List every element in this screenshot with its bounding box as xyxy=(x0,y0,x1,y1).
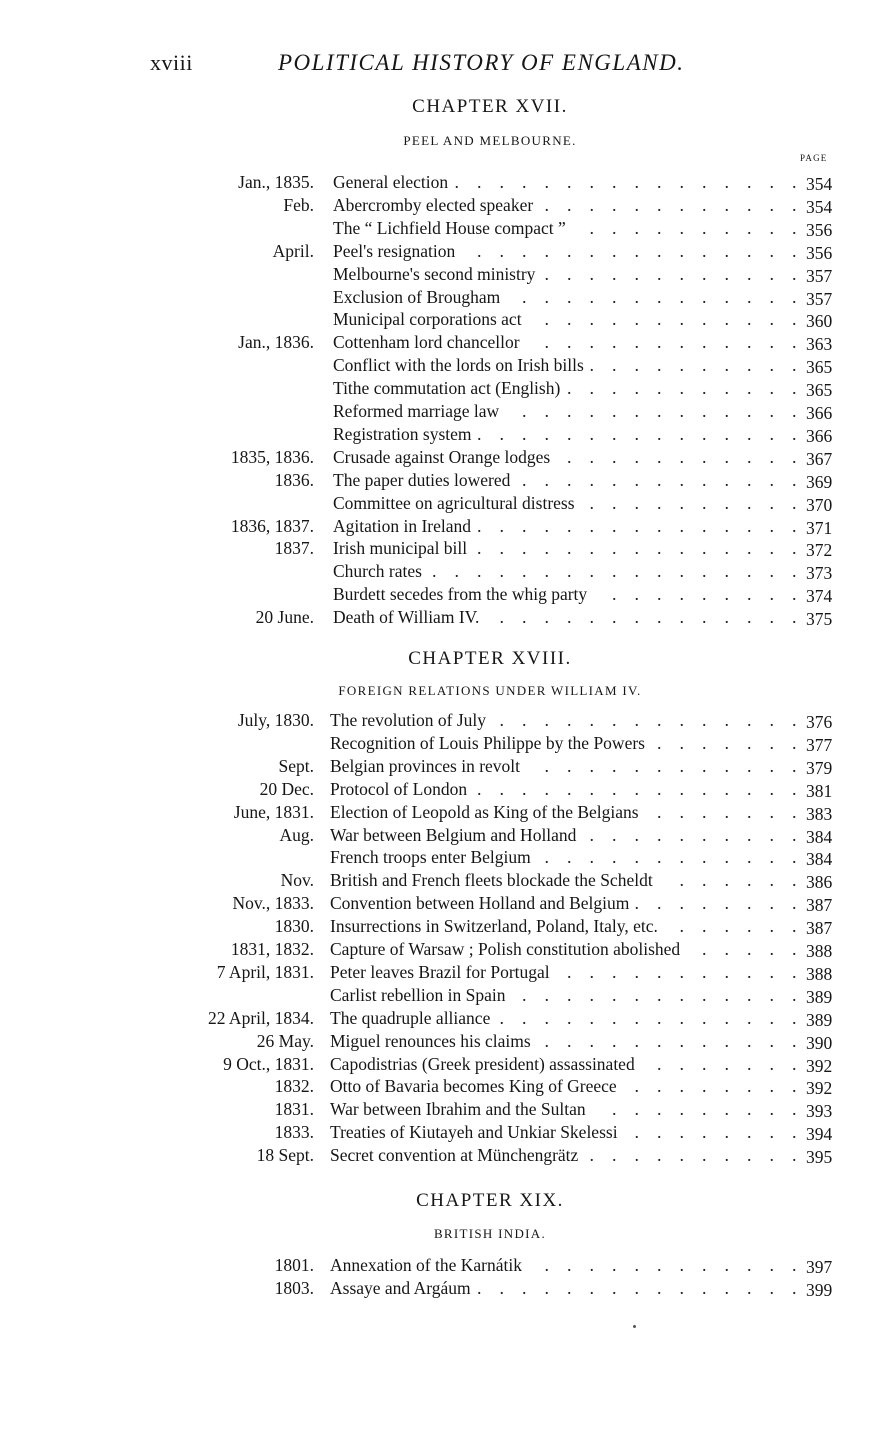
toc-entry xyxy=(0,194,892,217)
entry-topic: Assaye and Argáum xyxy=(330,1278,471,1298)
entry-date: Sept. xyxy=(278,755,314,776)
dot-leaders: . . . . . . . . . . . . xyxy=(544,1255,797,1275)
entry-topic: Protocol of London xyxy=(330,778,468,799)
toc-entry xyxy=(0,1007,892,1030)
dot-leaders: . . . . . . . . . . xyxy=(589,217,797,238)
entry-page: 373 xyxy=(806,563,833,584)
toc-entry xyxy=(0,824,892,847)
toc-entry xyxy=(0,515,892,538)
toc-entry xyxy=(0,869,892,892)
entry-page: 386 xyxy=(806,872,833,893)
toc-entry xyxy=(0,331,892,354)
toc-entry xyxy=(0,492,892,515)
toc-entry xyxy=(0,446,892,469)
entry-date: 20 June. xyxy=(255,607,314,628)
entry-topic: Municipal corporations act xyxy=(333,309,522,330)
dot-leaders: . . . . . . . . xyxy=(634,1122,797,1143)
entry-page: 354 xyxy=(806,196,833,217)
entry-page: 383 xyxy=(806,803,833,824)
dot-leaders: . . . . . . . . . . xyxy=(589,824,797,845)
entry-page: 379 xyxy=(806,757,833,778)
entry-topic: French troops enter Belgium xyxy=(330,847,531,868)
entry-topic: The revolution of July xyxy=(330,710,487,730)
dot-leaders: . . . . . . . . xyxy=(634,1076,797,1097)
toc-entry xyxy=(0,755,892,778)
dot-leaders: . . . . . . . . . . . . . . . xyxy=(477,240,797,261)
entry-topic: Cottenham lord chancellor xyxy=(333,332,520,353)
toc-entry xyxy=(0,938,892,961)
dot-leaders: . . . . . . . . . . . . xyxy=(544,332,797,353)
toc-entry xyxy=(0,217,892,240)
page-column-label: PAGE xyxy=(800,153,828,163)
entry-date: 26 May. xyxy=(256,1030,314,1051)
entry-date: Jan., 1836. xyxy=(238,332,314,353)
dot-leaders: . . . . . . . . . . . . xyxy=(544,263,797,284)
dot-leaders: . . . . . . . . . . . . . . xyxy=(499,710,797,730)
toc-entry xyxy=(0,1277,892,1300)
folio: xviii xyxy=(150,50,193,75)
dot-leaders: . . . . . . . . . . . . . xyxy=(522,984,797,1005)
entry-page: 356 xyxy=(806,219,833,240)
dot-leaders: . . . . . . . . xyxy=(634,893,797,914)
dot-leaders: . . . . . . . . . . . . . xyxy=(522,401,797,421)
entry-topic: Agitation in Ireland xyxy=(333,515,472,536)
entry-topic: Belgian provinces in revolt xyxy=(330,755,521,776)
entry-topic: Capodistrias (Greek president) assassinated xyxy=(330,1053,635,1074)
entry-page: 384 xyxy=(806,849,833,870)
entry-topic: Recognition of Louis Philippe by the Powers xyxy=(330,732,645,753)
entry-topic: British and French fleets blockade the Scheldt xyxy=(330,870,653,891)
dot-leaders: . . . . . . . . . . . xyxy=(567,378,797,399)
dot-leaders: . . . . . . . . . . . . . xyxy=(522,286,797,307)
entry-page: 372 xyxy=(806,540,833,561)
entry-page: 387 xyxy=(806,895,833,916)
entry-page: 376 xyxy=(806,712,833,732)
chapter-subtitle: BRITISH INDIA. xyxy=(433,1226,547,1241)
entry-page: 395 xyxy=(806,1147,833,1168)
dot-leaders: . . . . . . . . . . . . . . . xyxy=(477,1278,797,1298)
entry-date: 1837. xyxy=(274,538,314,559)
dot-leaders: . . . . . . . xyxy=(657,801,797,822)
toc-entry xyxy=(0,732,892,755)
entry-page: 374 xyxy=(806,586,833,607)
entry-page: 389 xyxy=(806,986,833,1007)
toc-entry xyxy=(0,1121,892,1144)
entry-topic: Conflict with the lords on Irish bills xyxy=(333,355,584,376)
entry-date: July, 1830. xyxy=(237,710,314,730)
chapter-subtitle: FOREIGN RELATIONS UNDER WILLIAM IV. xyxy=(338,683,642,698)
toc-entry xyxy=(0,560,892,583)
entry-topic: Tithe commutation act (English) xyxy=(333,378,561,399)
entry-topic: General election xyxy=(333,172,449,192)
entry-page: 365 xyxy=(806,357,833,378)
entry-date: 9 Oct., 1831. xyxy=(223,1053,314,1074)
toc-entry xyxy=(0,984,892,1007)
toc-entry xyxy=(0,354,892,377)
dot-leaders: . . . . . . . . . . . . . xyxy=(522,469,797,490)
entry-page: 366 xyxy=(806,403,833,423)
toc-entry xyxy=(0,469,892,492)
entry-page: 381 xyxy=(806,780,833,801)
toc-entry xyxy=(0,286,892,309)
entry-page: 369 xyxy=(806,471,833,492)
entry-date: Nov. xyxy=(280,870,314,891)
toc-entry xyxy=(0,377,892,400)
entry-date: 1832. xyxy=(274,1076,314,1097)
entry-date: 1801. xyxy=(274,1255,314,1275)
ink-speck xyxy=(633,1325,636,1328)
entry-date: 1835, 1836. xyxy=(230,446,314,467)
toc-entry xyxy=(0,1053,892,1076)
entry-date: 1803. xyxy=(274,1278,314,1298)
entry-date: 18 Sept. xyxy=(256,1145,314,1166)
entry-topic: Church rates xyxy=(333,561,422,582)
entry-date: 22 April, 1834. xyxy=(208,1007,314,1028)
entry-topic: Burdett secedes from the whig party xyxy=(333,584,588,605)
entry-topic: The “ Lichfield House compact ” xyxy=(333,217,566,238)
dot-leaders: . . . . . . . . . . . . . . . . xyxy=(454,172,797,192)
entry-topic: The quadruple alliance xyxy=(330,1007,491,1028)
toc-entry xyxy=(0,1254,892,1277)
entry-date: 1833. xyxy=(274,1122,314,1143)
entry-date: Feb. xyxy=(283,194,314,215)
entry-topic: Melbourne's second ministry xyxy=(333,263,536,284)
toc-entry xyxy=(0,240,892,263)
entry-topic: Committee on agricultural distress xyxy=(333,492,575,513)
entry-page: 354 xyxy=(806,174,833,194)
dot-leaders: . . . . . . . . . xyxy=(612,1099,797,1120)
entry-date: April. xyxy=(272,240,314,261)
entry-topic: Registration system xyxy=(333,423,472,444)
entry-page: 393 xyxy=(806,1101,833,1122)
entry-page: 397 xyxy=(806,1257,833,1277)
dot-leaders: . . . . . . . . . . . . xyxy=(544,1030,797,1051)
entry-date: 1831, 1832. xyxy=(230,939,314,959)
chapter-heading: CHAPTER XVII. xyxy=(412,96,568,117)
dot-leaders: . . . . . . . xyxy=(657,732,797,753)
entry-topic: Death of William IV. xyxy=(333,607,480,628)
entry-topic: Annexation of the Karnátik xyxy=(330,1255,522,1275)
entry-page: 356 xyxy=(806,242,833,263)
dot-leaders: . . . . . . . . . . . . xyxy=(544,755,797,776)
entry-page: 357 xyxy=(806,265,833,286)
dot-leaders: . . . . . . . . . . . . . . . xyxy=(477,778,797,799)
entry-page: 392 xyxy=(806,1055,833,1076)
entry-topic: Insurrections in Switzerland, Poland, Italy, etc. xyxy=(330,916,658,937)
toc-entry xyxy=(0,1098,892,1121)
toc-entry xyxy=(0,778,892,801)
dot-leaders: . . . . . . . . . . . xyxy=(567,961,797,982)
entry-topic: Reformed marriage law xyxy=(333,401,500,421)
entry-topic: War between Belgium and Holland xyxy=(330,824,577,845)
dot-leaders: . . . . . . . . . . . . . . . xyxy=(477,538,797,559)
chapter-subtitle: PEEL AND MELBOURNE. xyxy=(403,133,577,148)
entry-page: 387 xyxy=(806,918,833,939)
entry-topic: Peter leaves Brazil for Portugal xyxy=(330,961,550,982)
entry-date: 7 April, 1831. xyxy=(216,961,314,982)
entry-page: 375 xyxy=(806,609,833,630)
dot-leaders: . . . . . . . . . . . . . . xyxy=(499,1007,797,1028)
entry-page: 370 xyxy=(806,494,833,515)
entry-topic: Capture of Warsaw ; Polish constitution abolished xyxy=(330,939,681,959)
toc-entry xyxy=(0,915,892,938)
entry-date: Nov., 1833. xyxy=(232,893,314,914)
dot-leaders: . . . . . . . . . . . xyxy=(567,446,797,467)
toc-entry xyxy=(0,1030,892,1053)
toc-entry xyxy=(0,583,892,606)
entry-page: 377 xyxy=(806,734,833,755)
running-head xyxy=(150,50,890,80)
dot-leaders: . . . . . . . . . . . . . . . . . xyxy=(432,561,797,582)
entry-date: 1836. xyxy=(274,469,314,490)
toc-entry xyxy=(0,709,892,732)
entry-page: 390 xyxy=(806,1032,833,1053)
toc-entry xyxy=(0,308,892,331)
entry-page: 388 xyxy=(806,941,833,961)
toc-entry xyxy=(0,1144,892,1167)
toc-entry xyxy=(0,537,892,560)
entry-topic: Irish municipal bill xyxy=(333,538,468,559)
entry-topic: The paper duties lowered xyxy=(333,469,511,490)
entry-date: 20 Dec. xyxy=(259,778,314,799)
entry-date: 1830. xyxy=(274,916,314,937)
entry-page: 394 xyxy=(806,1124,833,1145)
dot-leaders: . . . . . . . . . . xyxy=(589,492,797,513)
toc-entry xyxy=(0,846,892,869)
entry-page: 388 xyxy=(806,963,833,984)
entry-page: 367 xyxy=(806,448,833,469)
dot-leaders: . . . . . . . . . . . . . . . xyxy=(477,423,797,444)
entry-page: 384 xyxy=(806,826,833,847)
entry-date: 1836, 1837. xyxy=(230,515,314,536)
toc-entry xyxy=(0,171,892,194)
dot-leaders: . . . . . . . . . . . . xyxy=(544,847,797,868)
entry-page: 360 xyxy=(806,311,833,332)
book-title: POLITICAL HISTORY OF ENGLAND. xyxy=(278,50,685,75)
entry-topic: Election of Leopold as King of the Belgians xyxy=(330,801,639,822)
entry-page: 392 xyxy=(806,1078,833,1099)
entry-page: 357 xyxy=(806,288,833,309)
entry-page: 365 xyxy=(806,380,833,401)
toc-entry xyxy=(0,400,892,423)
entry-topic: Treaties of Kiutayeh and Unkiar Skelessi xyxy=(330,1122,618,1143)
entry-topic: Carlist rebellion in Spain xyxy=(330,984,506,1005)
toc-entry xyxy=(0,263,892,286)
entry-topic: Otto of Bavaria becomes King of Greece xyxy=(330,1076,617,1097)
dot-leaders: . . . . . . . . . . xyxy=(589,355,797,376)
dot-leaders: . . . . . . . . . . . . . . xyxy=(499,607,797,628)
dot-leaders: . . . . . . . . . . . . . . . xyxy=(477,515,797,536)
chapter-heading: CHAPTER XVIII. xyxy=(408,648,572,669)
toc-entry xyxy=(0,423,892,446)
dot-leaders: . . . . . . . . . . . . xyxy=(544,194,797,215)
entry-topic: Secret convention at Münchengrätz xyxy=(330,1145,579,1166)
dot-leaders: . . . . . . . . . xyxy=(612,584,797,605)
entry-date: Aug. xyxy=(279,824,314,845)
toc-entry xyxy=(0,961,892,984)
toc-entry xyxy=(0,892,892,915)
dot-leaders: . . . . . . . . . . . . xyxy=(544,309,797,330)
entry-topic: War between Ibrahim and the Sultan xyxy=(330,1099,586,1120)
entry-topic: Convention between Holland and Belgium xyxy=(330,893,630,914)
toc-entry xyxy=(0,1075,892,1098)
dot-leaders: . . . . . . . . . . xyxy=(589,1145,797,1166)
dot-leaders: . . . . . xyxy=(702,939,797,959)
chapter-heading: CHAPTER XIX. xyxy=(416,1190,564,1211)
entry-topic: Exclusion of Brougham xyxy=(333,286,501,307)
entry-page: 389 xyxy=(806,1009,833,1030)
entry-topic: Peel's resignation xyxy=(333,240,456,261)
dot-leaders: . . . . . . xyxy=(679,870,797,891)
entry-date: June, 1831. xyxy=(233,801,314,822)
toc-entry xyxy=(0,606,892,629)
dot-leaders: . . . . . . xyxy=(679,916,797,937)
entry-page: 366 xyxy=(806,425,833,446)
entry-page: 363 xyxy=(806,334,833,355)
dot-leaders: . . . . . . . xyxy=(657,1053,797,1074)
toc-entry xyxy=(0,801,892,824)
entry-topic: Crusade against Orange lodges xyxy=(333,446,551,467)
entry-date: 1831. xyxy=(274,1099,314,1120)
entry-date: Jan., 1835. xyxy=(238,172,314,192)
entry-page: 371 xyxy=(806,517,833,538)
entry-page: 399 xyxy=(806,1280,833,1300)
entry-topic: Miguel renounces his claims xyxy=(330,1030,531,1051)
entry-topic: Abercromby elected speaker xyxy=(333,194,534,215)
